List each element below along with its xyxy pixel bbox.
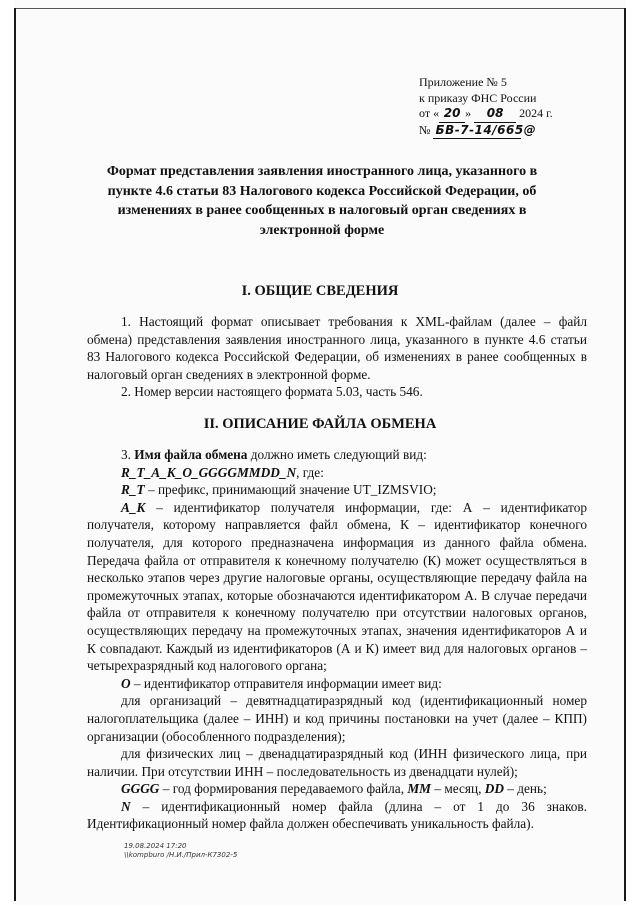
o-text: – идентификатор отправителя информации имеет вид:: [130, 675, 442, 691]
footer-timestamp: 19.08.2024 17:20: [124, 842, 187, 850]
p3-text: должно иметь следующий вид:: [247, 447, 427, 462]
dd-text: – день;: [503, 781, 547, 797]
appendix-line-2: к приказу ФНС России: [419, 90, 537, 105]
section-1-body: [87, 313, 587, 401]
section-2-heading: II. ОПИСАНИЕ ФАЙЛА ОБМЕНА: [203, 416, 437, 432]
footer-path: \\kompburo /Н.И./Прил-К7302-5: [124, 851, 238, 859]
o-code: O: [121, 675, 131, 691]
date-prefix: от «: [419, 106, 440, 120]
phys-definition: для физических лиц – двенадцатиразрядный код (ИНН физического лица, при наличии. При отсутствии ИНН – последовательность из двенадцати нулей);: [87, 746, 587, 779]
date-definition: [87, 780, 587, 798]
ak-definition: [87, 499, 587, 675]
org-definition: для организаций – девятнадцатиразрядный код (идентификационный номер налогоплательщика (далее – ИНН) и код причины постановки на учет (далее – КПП) организации (обособленного подразделения);: [87, 693, 587, 744]
section-1-heading: I. ОБЩИЕ СВЕДЕНИЯ: [241, 283, 399, 299]
gggg-text: – год формирования передаваемого файла,: [159, 781, 408, 797]
appendix-number-line: [419, 123, 553, 140]
document-title: Формат представления заявления иностранного лица, указанного в пункте 4.6 статьи 83 Налогового кодекса Российской Федерации, об изменениях в ранее сообщенных в налоговый орган сведениях в электронной форме: [106, 164, 538, 238]
page-left-edge: [14, 8, 16, 901]
paragraph-3: [87, 446, 587, 464]
pattern-text: , где:: [296, 464, 324, 480]
paragraph-1: 1. Настоящий формат описывает требования к XML-файлам (далее – файл обмена) представления заявления иностранного лица, указанного в пункте 4.6 статьи 83 Налогового кодекса Российской Федерации, об изменениях в ранее сообщенных в налоговый орган сведениях в электронной форме.: [87, 314, 587, 382]
appendix-block: [419, 75, 553, 139]
pattern-code: R_T_A_K_O_GGGGMMDD_N: [121, 464, 297, 480]
page-right-edge: [624, 8, 626, 901]
date-year: 2024 г.: [519, 106, 553, 120]
appendix-line-1: Приложение № 5: [419, 75, 507, 89]
rt-definition: [87, 481, 587, 499]
o-definition: [87, 675, 587, 693]
page-top-edge: [14, 8, 626, 9]
handwritten-month: 08: [474, 106, 516, 123]
mm-code: MM: [407, 781, 432, 797]
handwritten-day: 20: [439, 106, 465, 123]
paragraph-2: 2. Номер версии настоящего формата 5.03, часть 546.: [121, 384, 423, 400]
section-2-body: [87, 446, 587, 833]
rt-text: – префикс, принимающий значение UT_IZMSVIO;: [144, 482, 437, 498]
number-prefix: №: [419, 122, 431, 137]
mm-text: – месяц,: [431, 781, 485, 797]
n-definition: [87, 798, 587, 833]
filename-pattern: [87, 464, 587, 482]
appendix-date-line: [419, 106, 553, 123]
n-text: – идентификационный номер файла (длина – от 1 до 36 знаков. Идентификационный номер файла должен обеспечивать уникальность файла).: [87, 798, 587, 832]
p3-number: 3.: [121, 447, 135, 462]
rt-code: R_T: [121, 482, 145, 498]
ak-text: – идентификатор получателя информации, где: А – идентификатор получателя, которому направляется файл обмена, К – идентификатор конечного получателя, для которого предназначена информация из данного файла обмена. Передача файла от отправителя к конечному получателю (К) может осуществляться в несколько этапов через другие налоговые органы, осуществляющие передачу файла на промежуточных этапах, которые обозначаются идентификатором А. В случае передачи файла от отправителя к конечному получателю при отсутствии налоговых органов, осуществляющих передачу на промежуточных этапах, значения идентификаторов А и К совпадают. Каждый из идентификаторов (А и К) имеет вид для налоговых органов – четырехразрядный код налогового органа;: [87, 499, 587, 674]
print-footer: [124, 842, 237, 860]
ak-code: A_K: [121, 499, 146, 515]
n-code: N: [121, 798, 131, 814]
dd-code: DD: [484, 781, 504, 797]
gggg-code: GGGG: [121, 781, 160, 797]
date-sep: »: [465, 106, 472, 120]
p3-bold-term: Имя файла обмена: [134, 447, 248, 462]
handwritten-order-number: БВ-7-14/665@: [433, 123, 521, 140]
